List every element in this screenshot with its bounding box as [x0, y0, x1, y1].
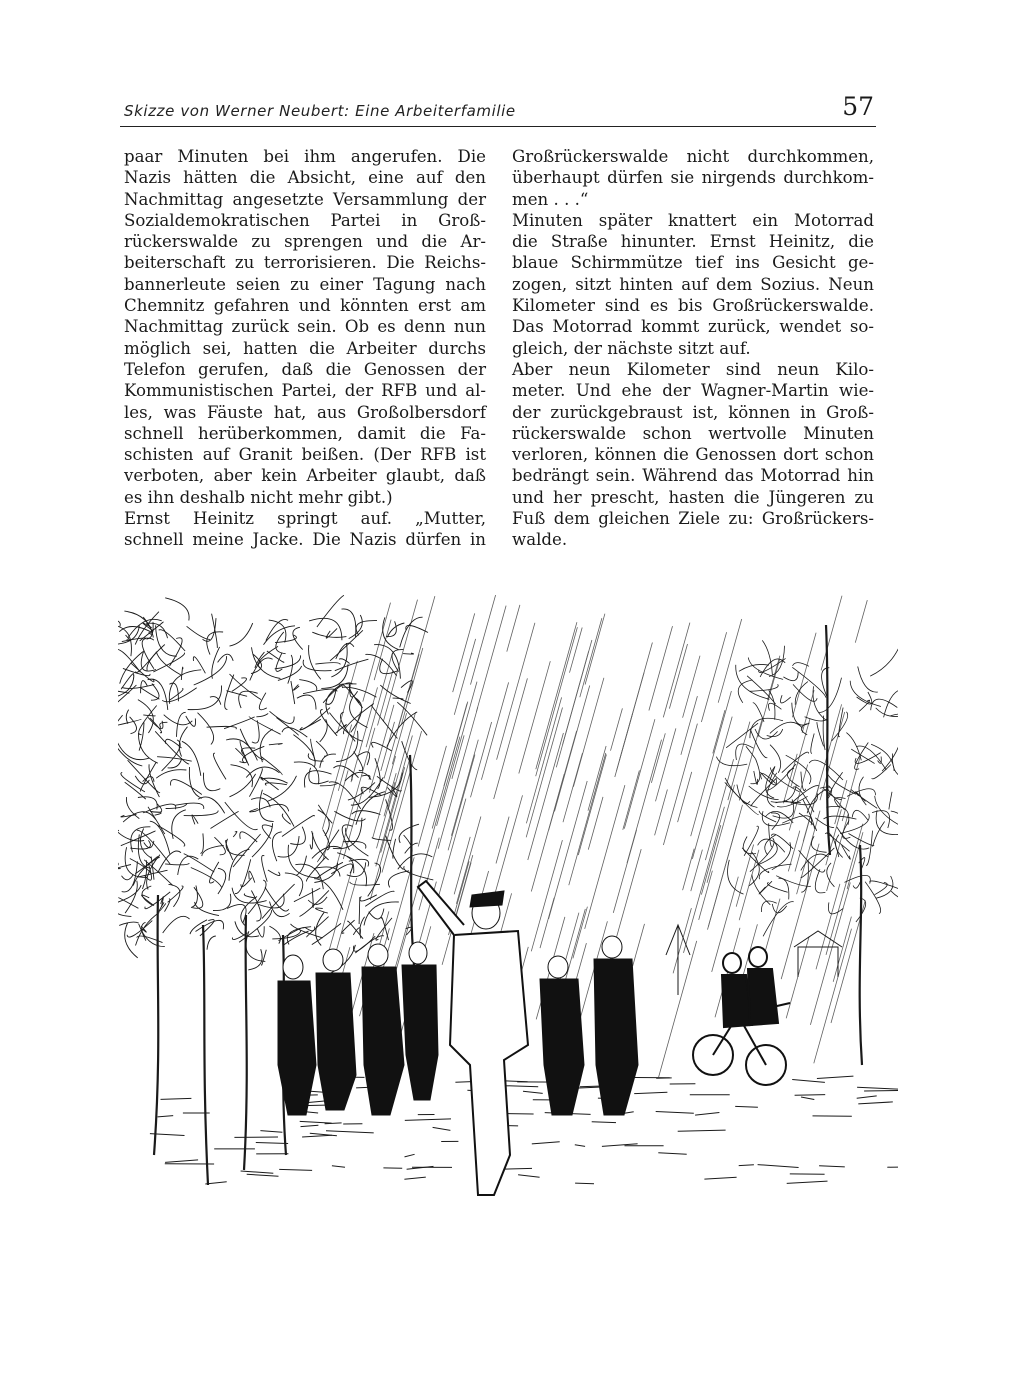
text-line: schnell herüberkommen, damit die Fa-	[124, 423, 486, 443]
text-line: Ernst Heinitz springt auf. „Mutter,	[124, 509, 486, 529]
text-line: Telefon gerufen, daß die Genossen der	[124, 359, 486, 379]
ground-hatching	[150, 1076, 898, 1184]
text-line: die Straße hinunter. Ernst Heinitz, die	[512, 232, 874, 252]
rain-strokes	[320, 595, 868, 1081]
text-line: verboten, aber kein Arbeiter glaubt, daß	[124, 466, 486, 486]
text-line: les, was Fäuste hat, aus Großolbersdorf	[124, 402, 486, 422]
text-line: meter. Und ehe der Wagner-Martin wie-	[512, 381, 874, 401]
text-line: es ihn deshalb nicht mehr gibt.)	[124, 487, 393, 507]
text-line: schnell meine Jacke. Die Nazis dürfen in	[124, 530, 486, 550]
text-line: Nachmittag angesetzte Versammlung der	[124, 189, 486, 209]
text-line: verloren, können die Genossen dort schon	[512, 445, 874, 465]
text-line: zogen, sitzt hinten auf dem Sozius. Neun	[512, 274, 874, 294]
text-line: Sozialdemokratischen Partei in Groß-	[124, 210, 486, 230]
text-line: walde.	[512, 530, 568, 550]
text-line: men . . .“	[512, 189, 589, 209]
marching-workers	[278, 881, 638, 1195]
text-line: Kommunistischen Partei, der RFB und al-	[124, 381, 486, 401]
tree-right-scribble	[716, 640, 898, 936]
text-line: bannerleute seien zu einer Tagung nach	[124, 274, 486, 294]
text-line: möglich sei, hatten die Arbeiter durchs	[124, 338, 486, 358]
text-line: schisten auf Granit beißen. (Der RFB ist	[124, 445, 486, 465]
text-line: überhaupt dürfen sie nirgends durchkom-	[512, 168, 874, 188]
text-line: Kilometer sind es bis Großrückerswalde.	[512, 296, 874, 316]
text-line: gleich, der nächste sitzt auf.	[512, 338, 751, 358]
text-line: Minuten später knattert ein Motorrad	[512, 210, 874, 230]
text-line: Nachmittag zurück sein. Ob es denn nun	[124, 317, 486, 337]
text-line: rückerswalde schon wertvolle Minuten	[512, 423, 874, 443]
text-line: Aber neun Kilometer sind neun Kilo-	[512, 359, 874, 379]
page-header	[120, 92, 876, 127]
text-line: beiterschaft zu terrorisieren. Die Reichs-	[124, 253, 486, 273]
text-line: Nazis hätten die Absicht, eine auf den	[124, 168, 486, 188]
text-line: und her prescht, hasten die Jüngeren zu	[512, 487, 874, 507]
tree-left-scribble	[118, 595, 433, 977]
right-text-column	[512, 146, 874, 551]
left-text-column	[124, 146, 486, 551]
text-line: bedrängt sein. Während das Motorrad hin	[512, 466, 874, 486]
text-line: Fuß dem gleichen Ziele zu: Großrückers-	[512, 509, 874, 529]
text-line: Das Motorrad kommt zurück, wendet so-	[512, 317, 874, 337]
running-title: Skizze von Werner Neubert: Eine Arbeiterfamilie	[124, 102, 516, 120]
text-line: der zurückgebraust ist, können in Groß-	[512, 402, 874, 422]
text-line: rückerswalde zu sprengen und die Ar-	[124, 232, 486, 252]
text-line: Chemnitz gefahren und könnten erst am	[124, 296, 486, 316]
page-number: 57	[842, 92, 874, 121]
motorcycle-with-riders	[693, 947, 790, 1085]
text-line: paar Minuten bei ihm angerufen. Die	[124, 147, 486, 166]
text-line: blaue Schirmmütze tief ins Gesicht ge-	[512, 253, 874, 273]
text-line: Großrückerswalde nicht durchkommen,	[512, 147, 874, 166]
rain-march-illustration	[118, 595, 898, 1210]
